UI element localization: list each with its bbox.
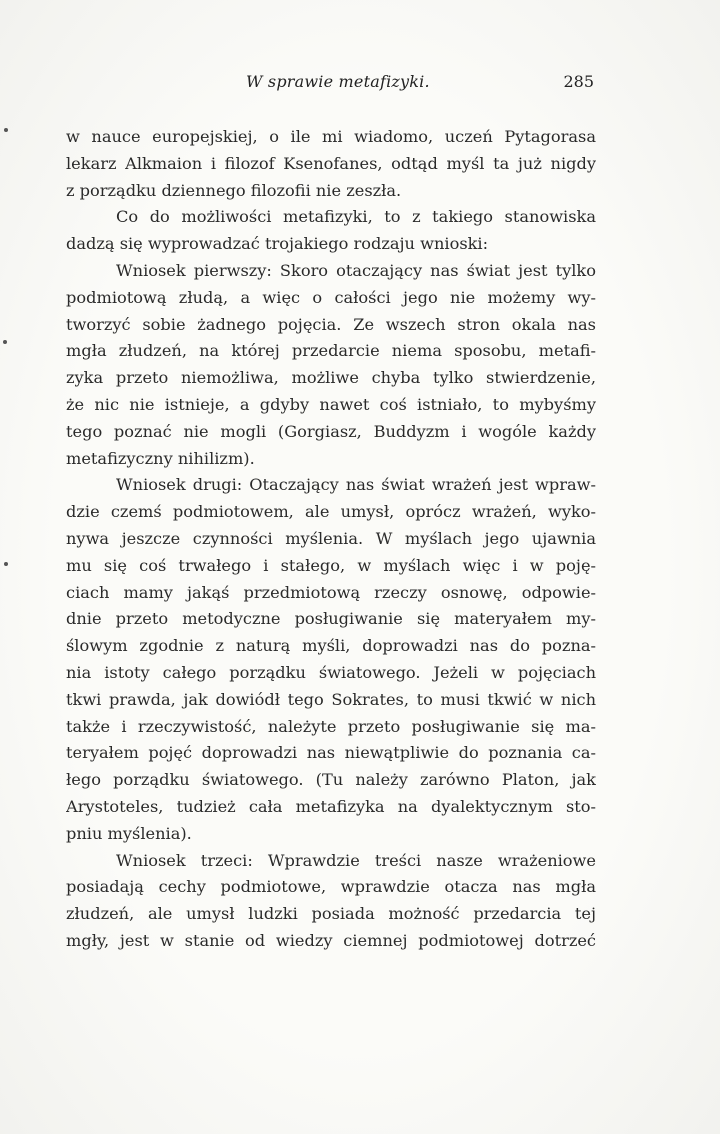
text-line: Wniosek pierwszy: Skoro otaczający nas świat jest tylko (116, 260, 596, 280)
margin-speck (4, 128, 8, 132)
text-line: pniu myślenia). (66, 823, 192, 843)
margin-speck (3, 340, 7, 344)
text-line: podmiotową złudą, a więc o całości jego nie możemy wy- (66, 287, 596, 307)
text-line: tkwi prawda, jak dowiódł tego Sokrates, to musi tkwić w nich (66, 689, 596, 709)
text-line: Wniosek drugi: Otaczający nas świat wrażeń jest wpraw- (116, 475, 596, 495)
page-number: 285 (563, 72, 594, 91)
text-line: zyka przeto niemożliwa, możliwe chyba tylko stwierdzenie, (66, 368, 596, 388)
text-line: posiadają cechy podmiotowe, wprawdzie otacza nas mgła (66, 877, 596, 897)
running-title: W sprawie metafizyki. (246, 72, 430, 91)
body-text (66, 124, 596, 955)
text-line: lekarz Alkmaion i filozof Ksenofanes, odtąd myśl ta już nigdy (66, 153, 596, 173)
text-line: mu się coś trwałego i stałego, w myślach więc i w poję- (66, 555, 596, 575)
text-line: łego porządku światowego. (Tu należy zarówno Platon, jak (66, 770, 596, 790)
text-line: z porządku dziennego filozofii nie zeszła. (66, 180, 402, 200)
text-line: dzie czemś podmiotowem, ale umysł, oprócz wrażeń, wyko- (66, 502, 596, 522)
text-line: mgły, jest w stanie od wiedzy ciemnej podmiotowej dotrzeć (66, 930, 596, 950)
text-line: w nauce europejskiej, o ile mi wiadomo, uczeń Pytagorasa (66, 127, 596, 146)
text-line: Arystoteles, tudzież cała metafizyka na dyalektycznym sto- (66, 796, 596, 816)
text-line: że nic nie istnieje, a gdyby nawet coś istniało, to mybyśmy (66, 394, 596, 414)
text-line: także i rzeczywistość, należyte przeto posługiwanie się ma- (66, 716, 596, 736)
margin-speck (4, 562, 8, 566)
text-line: złudzeń, ale umysł ludzki posiada możność przedarcia tej (66, 904, 596, 924)
text-line: tworzyć sobie żadnego pojęcia. Ze wszech stron okala nas (66, 314, 596, 334)
text-line: teryałem pojęć doprowadzi nas niewątpliwie do poznania ca- (66, 743, 596, 763)
text-line: Wniosek trzeci: Wprawdzie treści nasze wrażeniowe (116, 850, 596, 870)
text-line: nywa jeszcze czynności myślenia. W myślach jego ujawnia (66, 528, 596, 548)
text-line: ślowym zgodnie z naturą myśli, doprowadzi nas do pozna- (66, 636, 596, 656)
text-line: metafizyczny nihilizm). (66, 448, 255, 468)
text-line: dadzą się wyprowadzać trojakiego rodzaju wnioski: (66, 234, 489, 254)
text-line: dnie przeto metodyczne posługiwanie się materyałem my- (66, 609, 596, 629)
page-header (66, 72, 596, 100)
text-line: mgła złudzeń, na której przedarcie niema sposobu, metafi- (66, 341, 596, 361)
text-line: tego poznać nie mogli (Gorgiasz, Buddyzm i wogóle każdy (66, 421, 596, 441)
text-line: ciach mamy jakąś przedmiotową rzeczy osnowę, odpowie- (66, 582, 596, 602)
text-line: nia istoty całego porządku światowego. Jeżeli w pojęciach (66, 662, 596, 682)
text-line: Co do możliwości metafizyki, to z takiego stanowiska (116, 207, 596, 227)
